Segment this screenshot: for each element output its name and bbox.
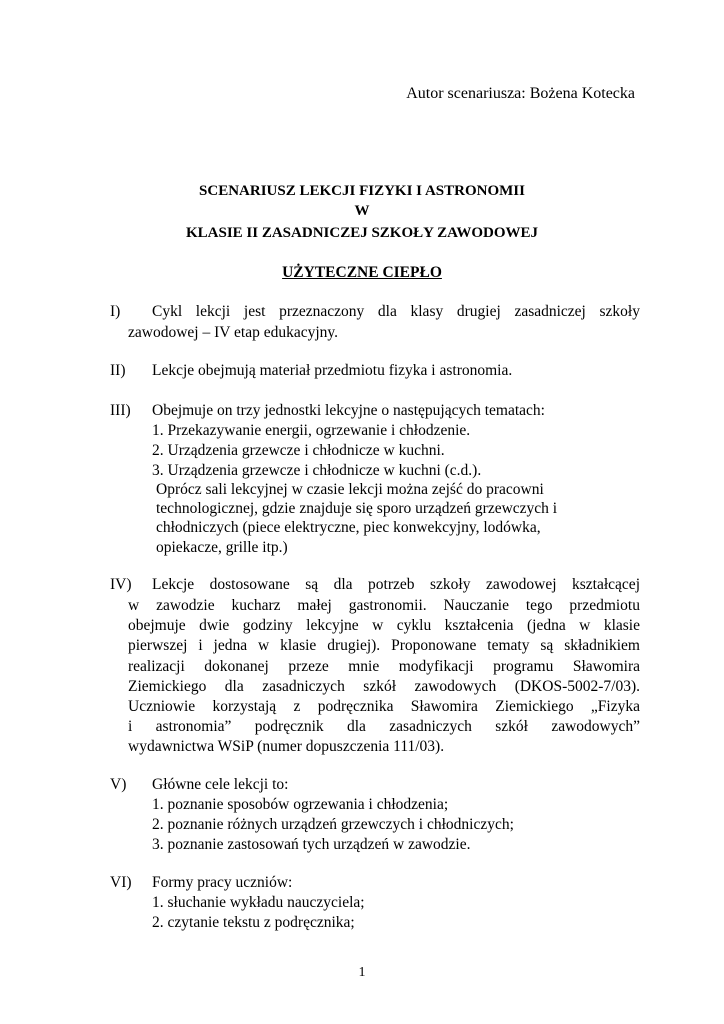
section-number: III) xyxy=(110,402,131,419)
section-line: wydawnictwa WSiP (numer dopuszczenia 111/03). xyxy=(128,738,445,755)
list-item: 2. poznanie różnych urządzeń grzewczych i chłodniczych; xyxy=(152,816,514,833)
title-line-2: W xyxy=(354,203,370,219)
list-item: 3. Urządzenia grzewcze i chłodnicze w kuchni (c.d.). xyxy=(152,462,482,479)
list-item: 2. czytanie tekstu z podręcznika; xyxy=(152,914,355,931)
section-intro: Główne cele lekcji to: xyxy=(152,776,289,793)
section-intro: Obejmuje on trzy jednostki lekcyjne o następujących tematach: xyxy=(152,402,545,419)
note-line: opiekacze, grille itp.) xyxy=(156,539,288,556)
section-line: Uczniowie korzystają z podręcznika Sławomira Ziemickiego „Fizyka xyxy=(128,698,640,715)
section-line: Ziemickiego dla zasadniczych szkół zawodowych (DKOS-5002-7/03). xyxy=(128,678,640,695)
page-number: 1 xyxy=(358,965,366,980)
section-line: i astronomia” podręcznik dla zasadniczych szkół zawodowych” xyxy=(128,718,640,735)
title-line-3: KLASIE II ZASADNICZEJ SZKOŁY ZAWODOWEJ xyxy=(185,225,539,241)
section-line: Lekcje dostosowane są dla potrzeb szkoły zawodowej kształcącej xyxy=(152,576,640,593)
list-item: 1. słuchanie wykładu nauczyciela; xyxy=(152,894,365,911)
list-item: 1. Przekazywanie energii, ogrzewanie i chłodzenie. xyxy=(152,422,471,439)
section-line: pierwszej i jedna w klasie drugiej). Proponowane tematy są składnikiem xyxy=(128,637,640,654)
section-intro: Formy pracy uczniów: xyxy=(152,874,293,891)
list-item: 2. Urządzenia grzewcze i chłodnicze w kuchni. xyxy=(152,442,445,459)
author-line: Autor scenariusza: Bożena Kotecka xyxy=(406,85,635,102)
section-text: Lekcje obejmują materiał przedmiotu fizyka i astronomia. xyxy=(152,362,513,379)
title-line-1: SCENARIUSZ LEKCJI FIZYKI I ASTRONOMII xyxy=(199,183,525,199)
section-number: V) xyxy=(110,776,127,793)
section-text: zawodowej – IV etap edukacyjny. xyxy=(128,324,339,341)
subtitle: UŻYTECZNE CIEPŁO xyxy=(282,264,442,281)
section-line: w zawodzie kucharz małej gastronomii. Nauczanie tego przedmiotu xyxy=(128,597,640,614)
section-text: Cykl lekcji jest przeznaczony dla klasy drugiej zasadniczej szkoły xyxy=(152,303,640,320)
list-item: 1. poznanie sposobów ogrzewania i chłodzenia; xyxy=(152,796,449,813)
note-line: Oprócz sali lekcyjnej w czasie lekcji można zejść do pracowni xyxy=(156,481,544,498)
section-number: I) xyxy=(110,303,121,320)
section-line: realizacji dokonanej przeze mnie modyfikacji programu Sławomira xyxy=(128,658,640,675)
section-number: VI) xyxy=(110,874,132,891)
section-line: obejmuje dwie godziny lekcyjne w cyklu kształcenia (jedna w klasie xyxy=(128,617,640,634)
section-number: II) xyxy=(110,362,126,379)
section-number: IV) xyxy=(110,576,132,593)
list-item: 3. poznanie zastosowań tych urządzeń w zawodzie. xyxy=(152,836,471,853)
note-line: technologicznej, gdzie znajduje się sporo urządzeń grzewczych i xyxy=(156,500,558,517)
note-line: chłodniczych (piece elektryczne, piec konwekcyjny, lodówka, xyxy=(156,519,541,536)
